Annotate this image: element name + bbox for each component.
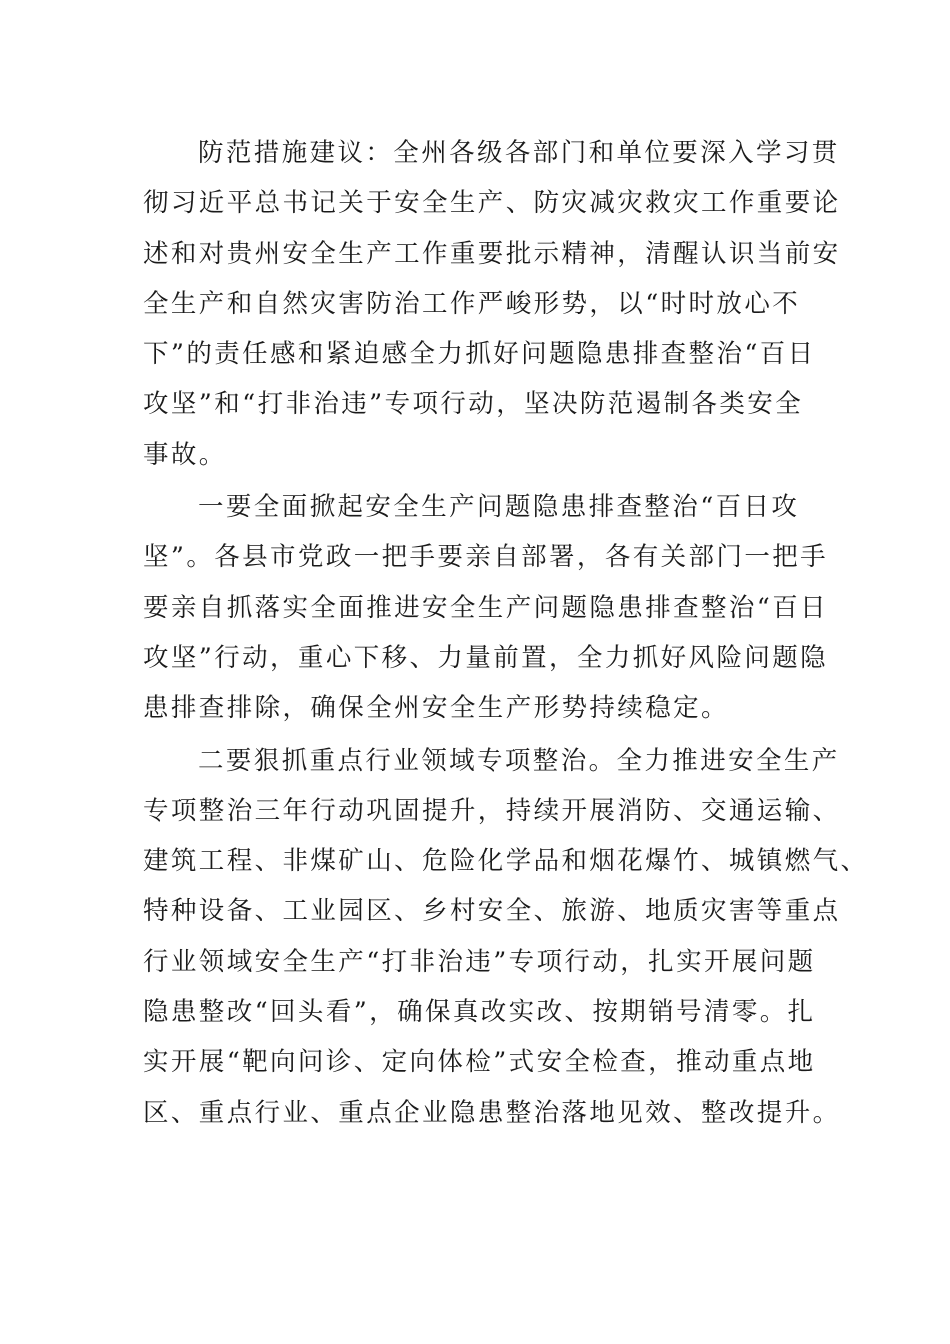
paragraph-line: 一要全面掀起安全生产问题隐患排查整治“百日攻: [198, 492, 800, 523]
paragraph-line: 实开展“靶向问诊、定向体检”式安全检查，推动重点地: [143, 1047, 816, 1078]
paragraph-line: 区、重点行业、重点企业隐患整治落地见效、整改提升。: [143, 1097, 841, 1128]
paragraph-line: 彻习近平总书记关于安全生产、防灾减灾救灾工作重要论: [143, 188, 841, 219]
paragraph-line: 攻坚”行动，重心下移、力量前置，全力抓好风险问题隐: [143, 642, 829, 673]
paragraph-line: 建筑工程、非煤矿山、危险化学品和烟花爆竹、城镇燃气、: [143, 846, 869, 877]
paragraph-line: 坚”。各县市党政一把手要亲自部署，各有关部门一把手: [143, 542, 829, 573]
paragraph-line: 全生产和自然灾害防治工作严峻形势，以“时时放心不: [143, 288, 801, 319]
paragraph-line: 专项整治三年行动巩固提升，持续开展消防、交通运输、: [143, 795, 841, 826]
paragraph-line: 事故。: [143, 439, 227, 470]
paragraph-line: 二要狠抓重点行业领域专项整治。全力推进安全生产: [198, 745, 840, 776]
paragraph-line: 隐患整改“回头看”，确保真改实改、按期销号清零。扎: [143, 997, 816, 1028]
paragraph-line: 患排查排除，确保全州安全生产形势持续稳定。: [143, 693, 729, 724]
paragraph-line: 防范措施建议：全州各级各部门和单位要深入学习贯: [198, 138, 840, 168]
paragraph-line: 下”的责任感和紧迫感全力抓好问题隐患排查整治“百日: [143, 339, 816, 370]
paragraph-line: 述和对贵州安全生产工作重要批示精神，清醒认识当前安: [143, 238, 841, 269]
paragraph-line: 要亲自抓落实全面推进安全生产问题隐患排查整治“百日: [143, 592, 829, 623]
paragraph-line: 特种设备、工业园区、乡村安全、旅游、地质灾害等重点: [143, 896, 841, 927]
paragraph-line: 攻坚”和“打非治违”专项行动，坚决防范遏制各类安全: [143, 389, 804, 420]
document-body: [143, 128, 869, 1138]
paragraph-line: 行业领域安全生产“打非治违”专项行动，扎实开展问题: [143, 946, 816, 977]
